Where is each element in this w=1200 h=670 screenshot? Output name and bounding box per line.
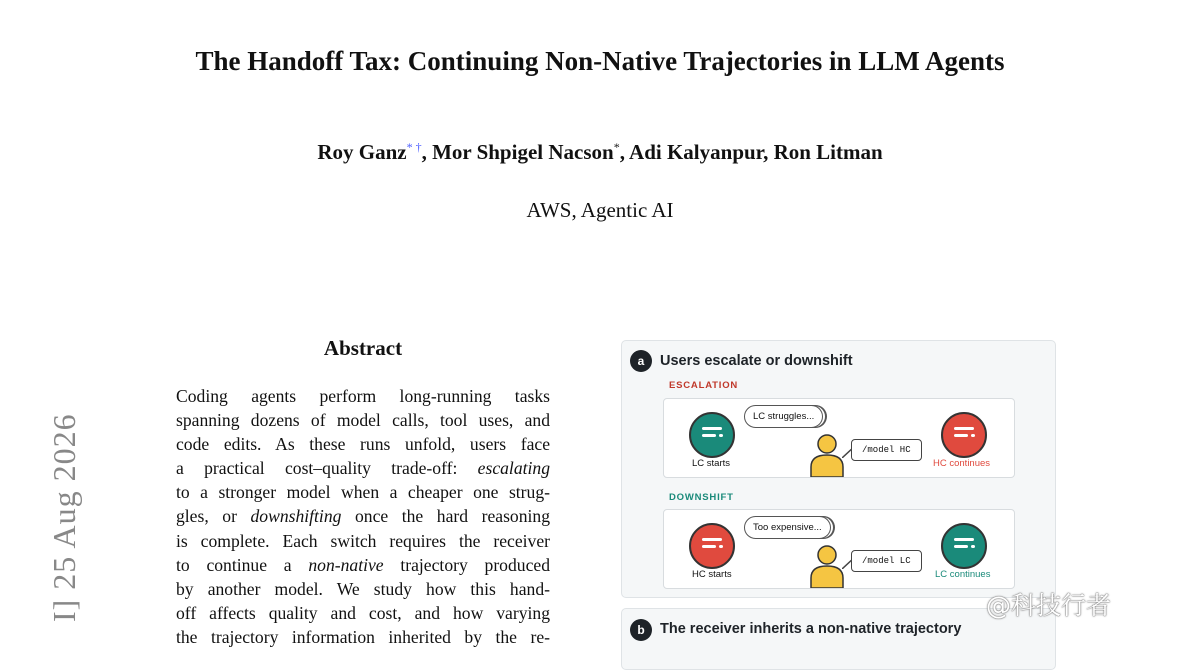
abstract-line: code edits. As these runs unfold, users face <box>176 434 550 455</box>
downshift-label: DOWNSHIFT <box>669 492 734 503</box>
abstract-line: spanning dozens of model calls, tool uses, and <box>176 410 550 431</box>
author-name: Roy Ganz <box>317 140 407 164</box>
paper-title: The Handoff Tax: Continuing Non-Native Trajectories in LLM Agents <box>195 46 1005 76</box>
author-list <box>0 140 1200 165</box>
end-label: HC continues <box>933 458 991 469</box>
escalation-label: ESCALATION <box>669 380 739 391</box>
author-names: , Adi Kalyanpur, Ron Litman <box>619 140 883 164</box>
panel-heading: The receiver inherits a non-native trajectory <box>660 621 962 637</box>
lc-model-icon <box>689 412 735 458</box>
start-label: LC starts <box>692 458 731 469</box>
abstract-line: to continue a non-native trajectory produced <box>176 554 550 575</box>
author-name: , Mor Shpigel Nacson <box>421 140 614 164</box>
hc-model-icon <box>689 523 735 569</box>
abstract-line: by another model. We study how this hand- <box>176 578 550 599</box>
lc-model-icon <box>941 523 987 569</box>
watermark: @科技行者 <box>986 591 1112 620</box>
abstract-line: is complete. Each switch requires the receiver <box>176 530 550 551</box>
abstract-body <box>176 384 550 649</box>
thought-bubble: Too expensive... <box>744 516 831 539</box>
model-command: /model HC <box>851 439 922 461</box>
author-marks: * † <box>406 140 422 154</box>
abstract-line: off affects quality and cost, and how varying <box>176 602 550 623</box>
model-command: /model LC <box>851 550 922 572</box>
panel-heading: Users escalate or downshift <box>660 353 853 369</box>
end-label: LC continues <box>935 569 991 580</box>
arxiv-stamp: I] 25 Aug 2026 <box>46 413 82 622</box>
hc-model-icon <box>941 412 987 458</box>
affiliation: AWS, Agentic AI <box>526 198 674 222</box>
abstract-line: to a stronger model when a cheaper one strug- <box>176 482 550 503</box>
abstract-line: Coding agents perform long-running tasks <box>176 386 550 406</box>
downshift-scene <box>663 509 1015 589</box>
start-label: HC starts <box>692 569 732 580</box>
figure-panel-a <box>621 340 1056 598</box>
panel-badge: b <box>630 619 652 641</box>
abstract-line: a practical cost–quality trade-off: escalating <box>176 458 550 479</box>
abstract-line: gles, or downshifting once the hard reasoning <box>176 506 550 527</box>
panel-badge: a <box>630 350 652 372</box>
abstract-heading: Abstract <box>323 336 403 360</box>
arxiv-sidebar <box>40 382 84 648</box>
user-icon <box>808 433 846 477</box>
author-marks: * <box>613 140 620 154</box>
escalation-scene <box>663 398 1015 478</box>
abstract-line: the trajectory information inherited by the re- <box>176 626 550 647</box>
thought-bubble: LC struggles... <box>744 405 823 428</box>
user-icon <box>808 544 846 588</box>
